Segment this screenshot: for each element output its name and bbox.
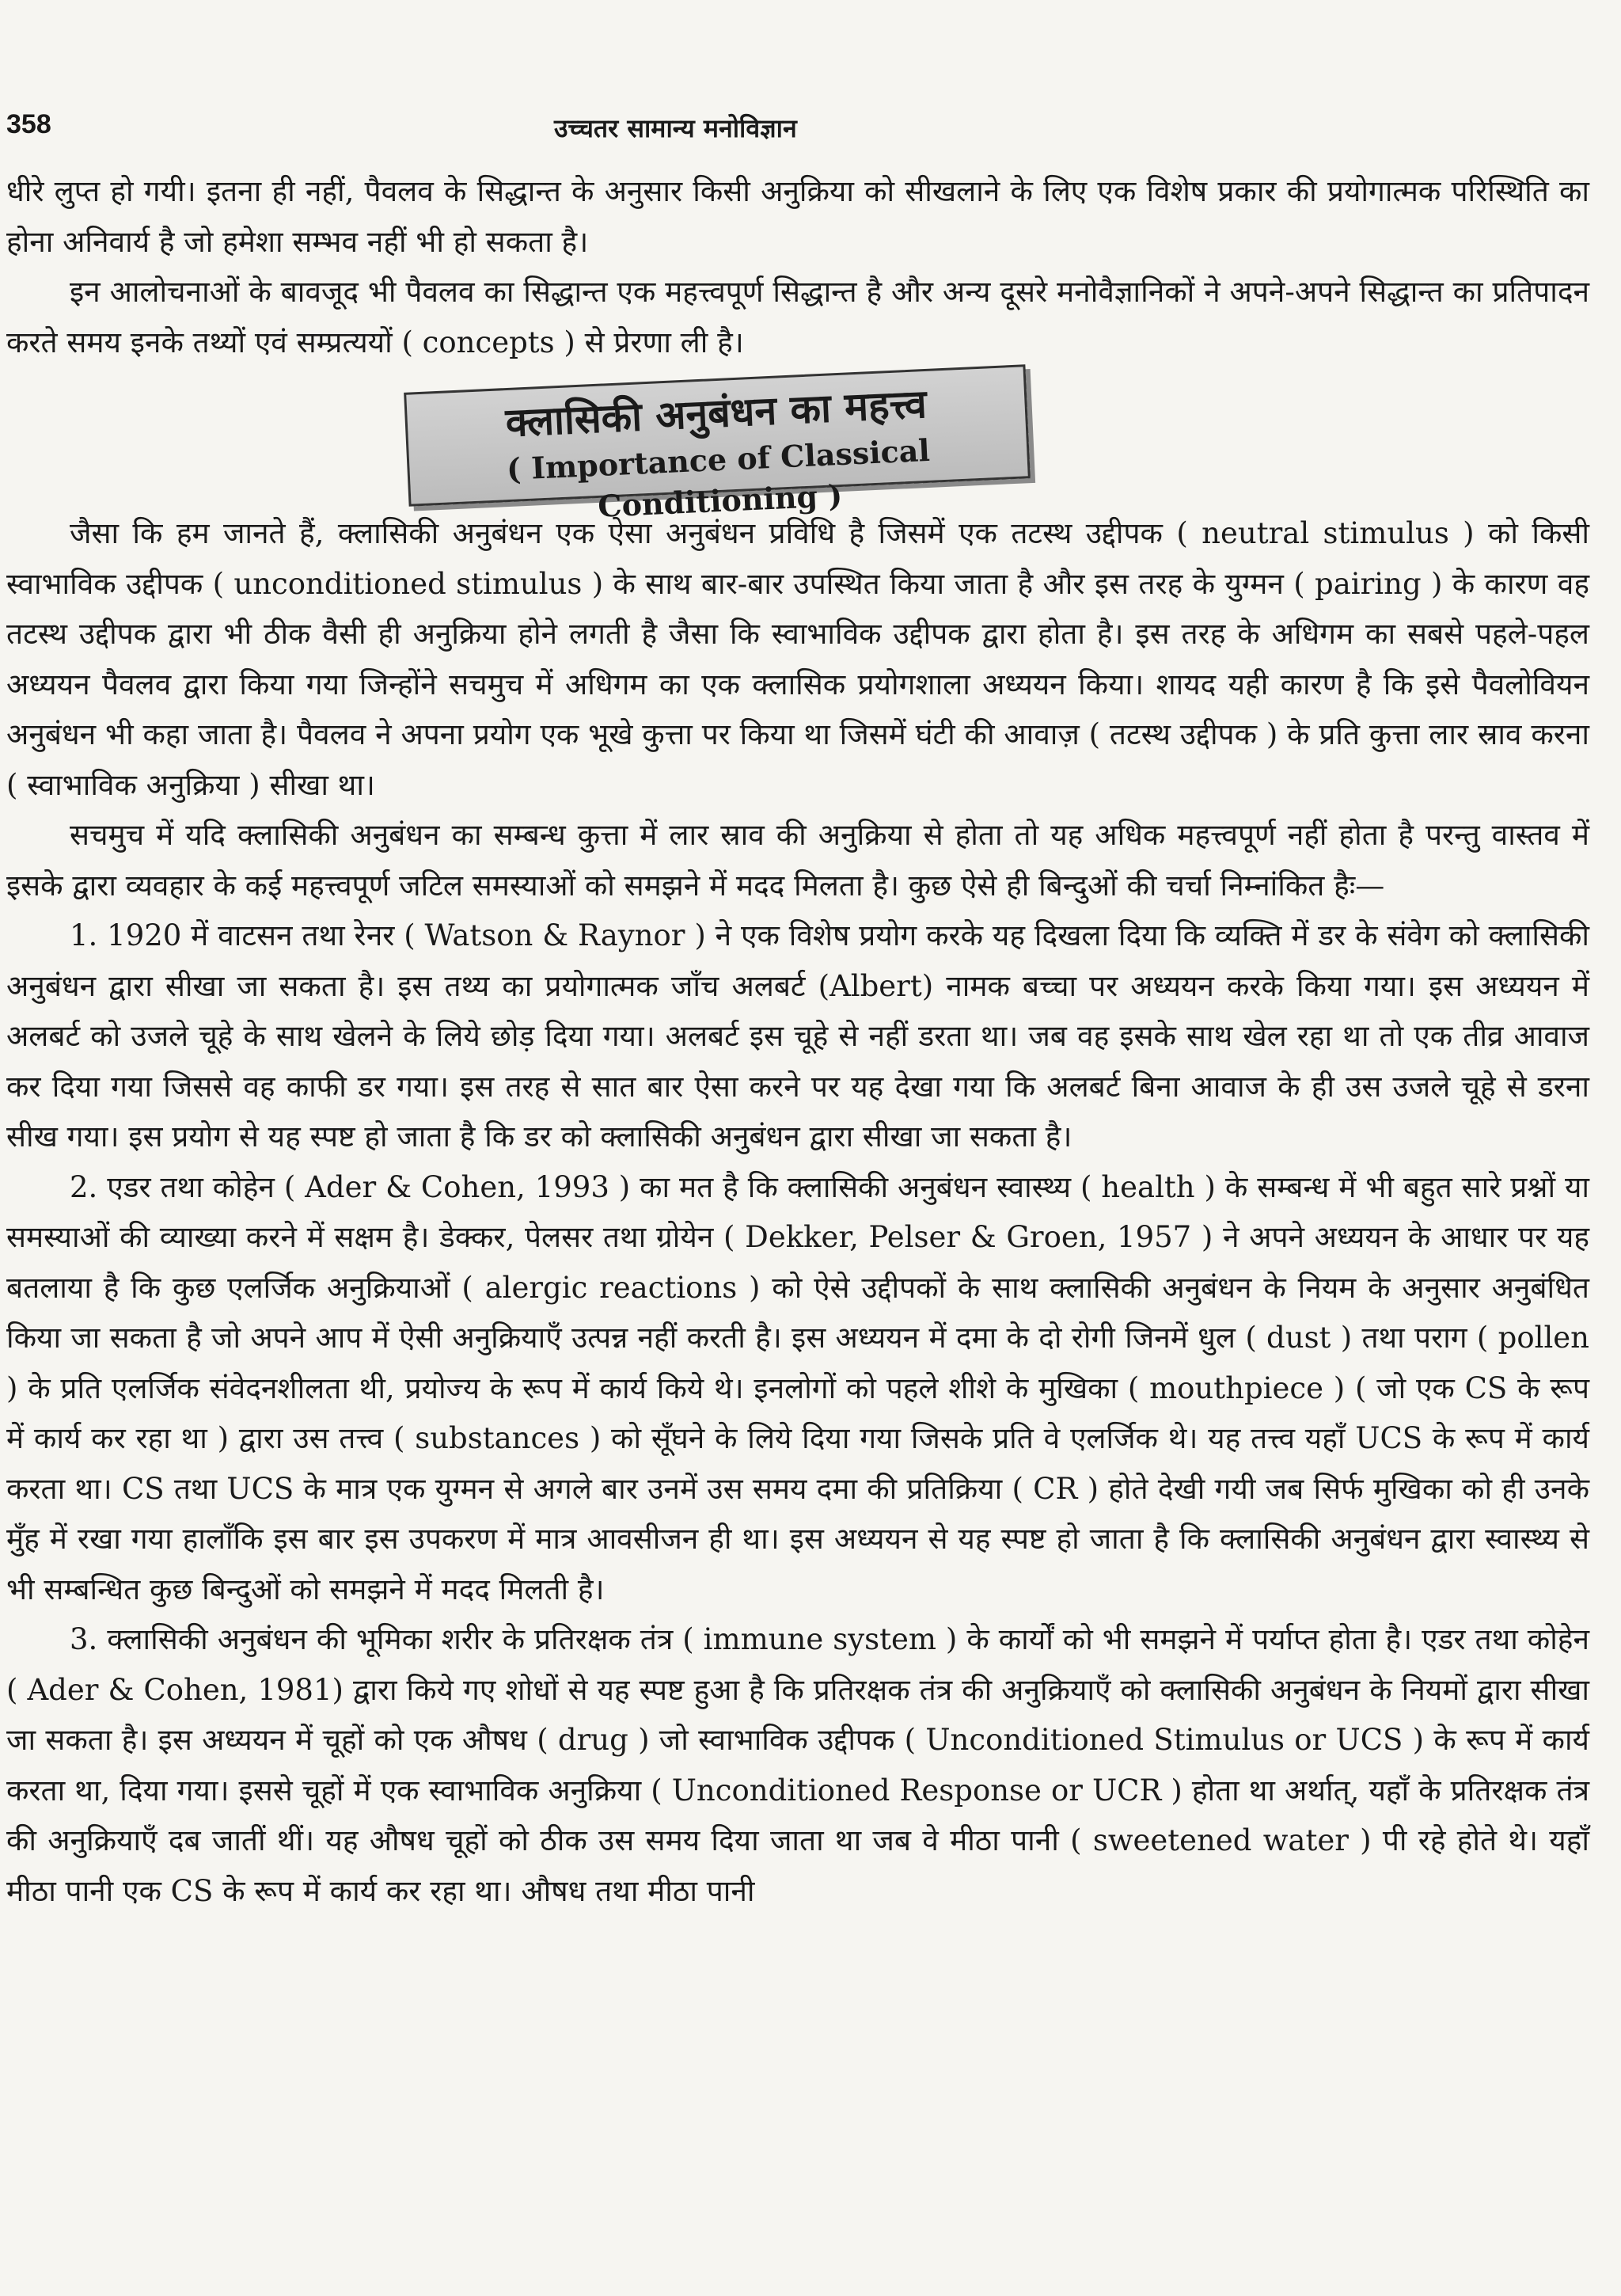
- section-heading-box: [404, 364, 1031, 524]
- paragraph-intro-2: इन आलोचनाओं के बावजूद भी पैवलव का सिद्धान्त एक महत्त्वपूर्ण सिद्धान्त है और अन्य दूसरे मनोवैज्ञानिकों ने अपने-अपने सिद्धान्त का प्रतिपादन करते समय इनके तथ्यों एवं सम्प्रत्ययों ( concepts ) से प्रेरणा ली है।: [6, 275, 1589, 359]
- section-heading-area: [6, 378, 1589, 524]
- section-heading-hindi: क्लासिकी अनुबंधन का महत्त्व: [504, 379, 928, 447]
- paragraph-significance: सचमुच में यदि क्लासिकी अनुबंधन का सम्बन्ध कुत्ता में लार स्राव की अनुक्रिया से होता तो यह अधिक महत्त्वपूर्ण नहीं होता है परन्तु वास्तव में इसके द्वारा व्यवहार के कई महत्त्वपूर्ण जटिल समस्याओं को समझने में मदद मिलता है। कुछ ऐसे ही बिन्दुओं की चर्चा निम्नांकित हैः—: [6, 818, 1589, 903]
- section-heading-english: ( Importance of Classical Conditioning ): [506, 431, 931, 524]
- paragraph-definition: जैसा कि हम जानते हैं, क्लासिकी अनुबंधन एक ऐसा अनुबंधन प्रविधि है जिसमें एक तटस्थ उद्दीपक ( neutral stimulus ) को किसी स्वाभाविक उद्दीपक ( unconditioned stimulus ) के साथ बार-बार उपस्थित किया जाता है और इस तरह के युग्मन ( pairing ) के कारण वह तटस्थ उद्दीपक द्वारा भी ठीक वैसी ही अनुक्रिया होने लगती है जैसा कि स्वाभाविक उद्दीपक द्वारा होता है। इस तरह के अधिगम का सबसे पहले-पहल अध्ययन पैवलव द्वारा किया गया जिन्होंने सचमुच में अधिगम का एक क्लासिक प्रयोगशाला अध्ययन किया। शायद यही कारण है कि इसे पैवलोवियन अनुबंधन भी कहा जाता है। पैवलव ने अपना प्रयोग एक भूखे कुत्ता पर किया था जिसमें घंटी की आवाज़ ( तटस्थ उद्दीपक ) के प्रति कुत्ता लार स्राव करना ( स्वाभाविक अनुक्रिया ) सीखा था।: [6, 516, 1589, 802]
- paragraph-point-3: 3. क्लासिकी अनुबंधन की भूमिका शरीर के प्रतिरक्षक तंत्र ( immune system ) के कार्यों को भी समझने में पर्याप्त होता है। एडर तथा कोहेन ( Ader & Cohen, 1981) द्वारा किये गए शोधों से यह स्पष्ट हुआ है कि प्रतिरक्षक तंत्र की अनुक्रियाएँ को क्लासिकी अनुबंधन के नियमों द्वारा सीखा जा सकता है। इस अध्ययन में चूहों को एक औषध ( drug ) जो स्वाभाविक उद्दीपक ( Unconditioned Stimulus or UCS ) के रूप में कार्य करता था, दिया गया। इससे चूहों में एक स्वाभाविक अनुक्रिया ( Unconditioned Response or UCR ) होता था अर्थात्, यहाँ के प्रतिरक्षक तंत्र की अनुक्रियाएँ दब जातीं थीं। यह औषध चूहों को ठीक उस समय दिया जाता था जब वे मीठा पानी ( sweetened water ) पी रहे होते थे। यहाँ मीठा पानी एक CS के रूप में कार्य कर रहा था। औषध तथा मीठा पानी: [6, 1622, 1589, 1908]
- paragraph-intro-1: धीरे लुप्त हो गयी। इतना ही नहीं, पैवलव के सिद्धान्त के अनुसार किसी अनुक्रिया को सीखलाने के लिए एक विशेष प्रकार की प्रयोगात्मक परिस्थिति का होना अनिवार्य है जो हमेशा सम्भव नहीं भी हो सकता है।: [6, 174, 1589, 259]
- paragraph-point-1: 1. 1920 में वाटसन तथा रेनर ( Watson & Raynor ) ने एक विशेष प्रयोग करके यह दिखला दिया कि व्यक्ति में डर के संवेग को क्लासिकी अनुबंधन द्वारा सीखा जा सकता है। इस तथ्य का प्रयोगात्मक जाँच अलबर्ट (Albert) नामक बच्चा पर अध्ययन करके किया गया। इस अध्ययन में अलबर्ट को उजले चूहे के साथ खेलने के लिये छोड़ दिया गया। अलबर्ट इस चूहे से नहीं डरता था। जब वह इसके साथ खेल रहा था तो एक तीव्र आवाज कर दिया गया जिससे वह काफी डर गया। इस तरह से सात बार ऐसा करने पर यह देखा गया कि अलबर्ट बिना आवाज के ही उस उजले चूहे से डरना सीख गया। इस प्रयोग से यह स्पष्ट हो जाता है कि डर को क्लासिकी अनुबंधन द्वारा सीखा जा सकता है।: [6, 918, 1589, 1154]
- body-text: [6, 166, 1589, 1916]
- running-header: [0, 87, 1621, 150]
- book-title: उच्चतर सामान्य मनोविज्ञान: [554, 113, 797, 143]
- page-number: 358: [6, 109, 51, 139]
- paragraph-point-2: 2. एडर तथा कोहेन ( Ader & Cohen, 1993 ) का मत है कि क्लासिकी अनुबंधन स्वास्थ्य ( health ) के सम्बन्ध में भी बहुत सारे प्रश्नों या समस्याओं की व्याख्या करने में सक्षम है। डेक्कर, पेलसर तथा ग्रोयेन ( Dekker, Pelser & Groen, 1957 ) ने अपने अध्ययन के आधार पर यह बतलाया है कि कुछ एलर्जिक अनुक्रियाओं ( alergic reactions ) को ऐसे उद्दीपकों के साथ क्लासिकी अनुबंधन के नियम के अनुसार अनुबंधित किया जा सकता है जो अपने आप में ऐसी अनुक्रियाएँ उत्पन्न नहीं करती है। इस अध्ययन में दमा के दो रोगी जिनमें धुल ( dust ) तथा पराग ( pollen ) के प्रति एलर्जिक संवेदनशीलता थी, प्रयोज्य के रूप में कार्य किये थे। इनलोगों को पहले शीशे के मुखिका ( mouthpiece ) ( जो एक CS के रूप में कार्य कर रहा था ) द्वारा उस तत्त्व ( substances ) को सूँघने के लिये दिया गया जिसके प्रति वे एलर्जिक थे। यह तत्त्व यहाँ UCS के रूप में कार्य करता था। CS तथा UCS के मात्र एक युग्मन से अगले बार उनमें उस समय दमा की प्रतिक्रिया ( CR ) होते देखी गयी जब सिर्फ मुखिका को ही उनके मुँह में रखा गया हालाँकि इस बार इस उपकरण में मात्र आवसीजन ही था। इस अध्ययन से यह स्पष्ट हो जाता है कि क्लासिकी अनुबंधन द्वारा स्वास्थ्य से भी सम्बन्धित कुछ बिन्दुओं को समझने में मदद मिलती है।: [6, 1169, 1589, 1606]
